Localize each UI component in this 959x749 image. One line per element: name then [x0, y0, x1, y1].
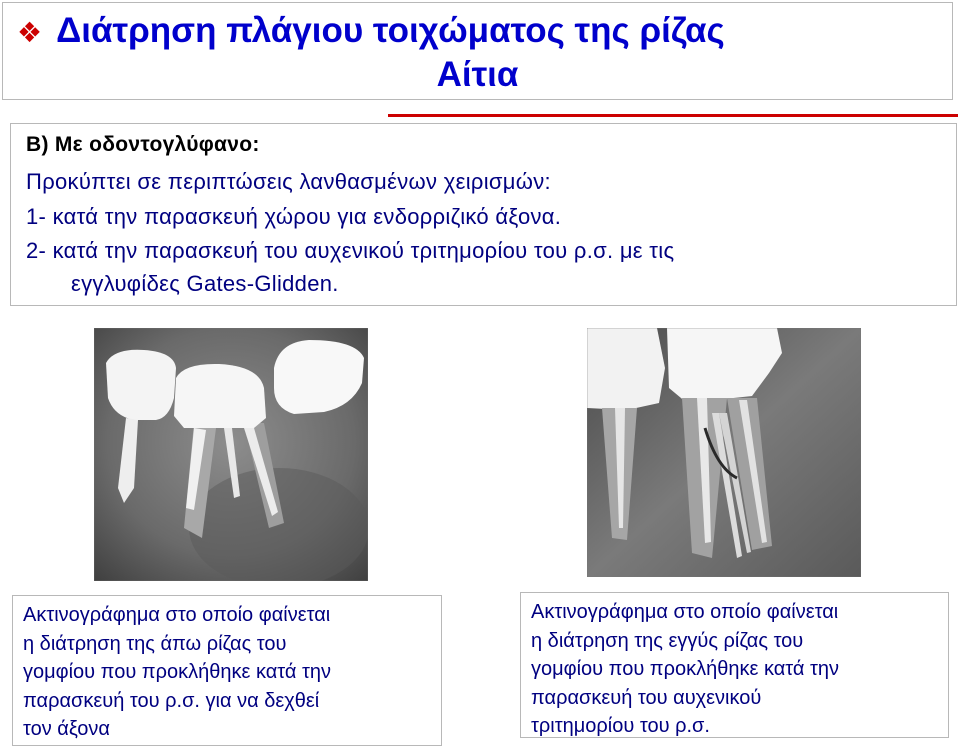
body-line: 1- κατά την παρασκευή χώρου για ενδορριζικό άξονα. — [26, 204, 562, 229]
caption-line: γομφίου που προκλήθηκε κατά την — [23, 661, 332, 683]
body-line: εγγλυφίδες Gates-Glidden. — [71, 271, 339, 296]
caption-line: γομφίου που προκλήθηκε κατά την — [531, 658, 840, 680]
caption-line: η διάτρηση της άπω ρίζας του — [23, 632, 287, 655]
body-line: 2- κατά την παρασκευή του αυχενικού τριτημορίου του ρ.σ. με τις — [26, 238, 675, 263]
radiograph-left — [94, 328, 368, 581]
caption-line: η διάτρηση της εγγύς ρίζας του — [531, 629, 804, 652]
diamond-bullet-icon: ❖ — [17, 17, 43, 48]
caption-line: Ακτινογράφημα στο οποίο φαίνεται — [23, 604, 331, 626]
caption-right — [520, 592, 949, 738]
red-divider — [388, 114, 958, 117]
slide-title-text: Διάτρηση πλάγιου τοιχώματος της ρίζας — [56, 11, 725, 50]
body-heading: Β) Με οδοντογλύφανο: — [26, 133, 260, 156]
caption-line: παρασκευή του ρ.σ. για να δεχθεί — [23, 689, 320, 712]
body-text-box — [10, 123, 957, 306]
caption-line: Ακτινογράφημα στο οποίο φαίνεται — [531, 601, 839, 623]
title-box — [2, 2, 953, 100]
caption-left — [12, 595, 442, 746]
body-line: Προκύπτει σε περιπτώσεις λανθασμένων χειρισμών: — [26, 169, 551, 194]
slide-title — [17, 11, 725, 51]
slide-subtitle: Αίτια — [436, 55, 519, 94]
caption-line: τριτημορίου του ρ.σ. — [531, 715, 710, 737]
caption-line: τον άξονα — [23, 718, 110, 740]
caption-line: παρασκευή του αυχενικού — [531, 686, 762, 709]
radiograph-right — [587, 328, 861, 577]
